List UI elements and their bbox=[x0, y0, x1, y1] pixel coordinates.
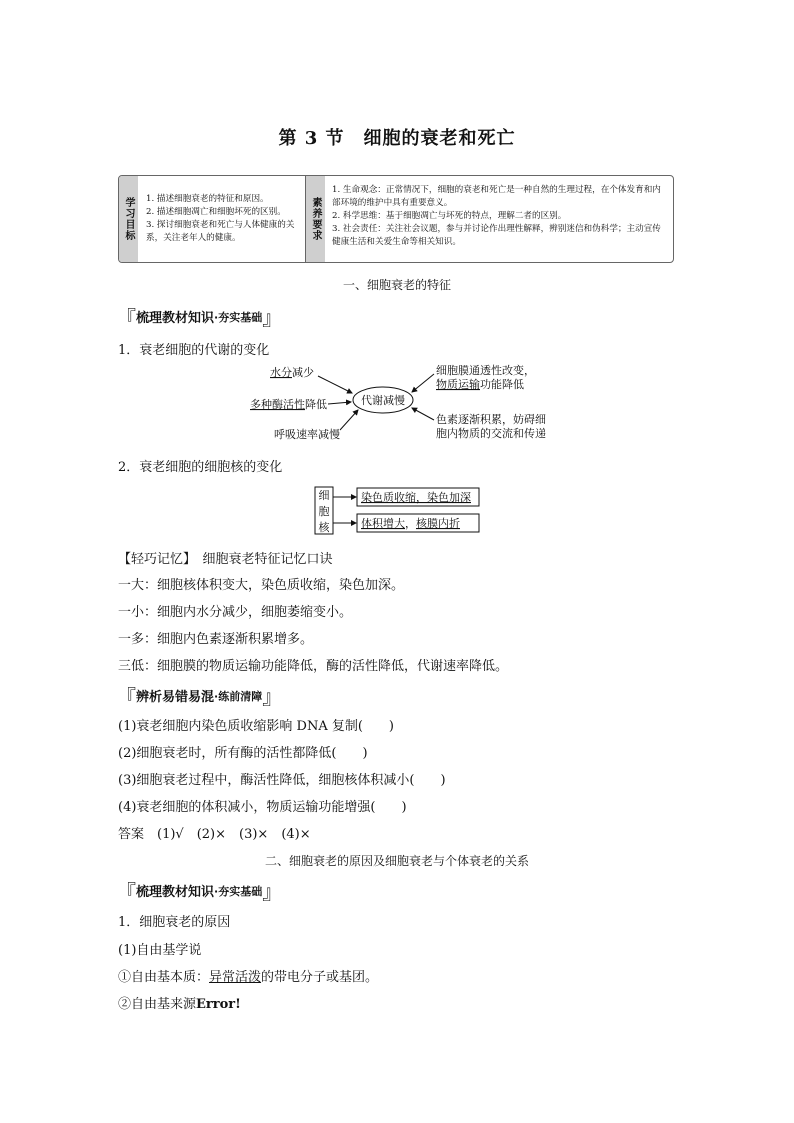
left-item-3: 呼吸速率减慢 bbox=[274, 428, 340, 441]
right-item-2-line2: 胞内物质的交流和传递 bbox=[436, 427, 546, 440]
nucleus-item-2: 体积增大，核膜内折 bbox=[361, 517, 460, 530]
left-item-2: 多种酶活性降低 bbox=[250, 398, 327, 411]
section-title-1: 一、细胞衰老的特征 bbox=[342, 278, 451, 292]
nucleus-item-1: 染色质收缩，染色加深 bbox=[361, 491, 471, 504]
free-radical-source: ②自由基来源Error! bbox=[118, 997, 241, 1012]
memory-title: 【轻巧记忆】 细胞衰老特征记忆口诀 bbox=[118, 552, 333, 567]
page-title: 第 3 节 细胞的衰老和死亡 bbox=[278, 128, 516, 149]
heading-nucleus: 2．衰老细胞的细胞核的变化 bbox=[118, 460, 283, 475]
literacy-requirements-list bbox=[332, 184, 668, 249]
arrow-left-3 bbox=[340, 410, 358, 430]
metabolism-diagram bbox=[240, 360, 560, 446]
literacy-requirements-label: 素养要求 bbox=[306, 176, 325, 262]
center-label: 代谢减慢 bbox=[361, 394, 405, 407]
memory-line: 一小：细胞内水分减少，细胞萎缩变小。 bbox=[118, 605, 353, 620]
free-radical-nature: ①自由基本质：异常活泼的带电分子或基团。 bbox=[118, 970, 379, 985]
memory-line: 一多：细胞内色素逐渐积累增多。 bbox=[118, 632, 314, 647]
learning-goals-label: 学习目标 bbox=[119, 176, 138, 262]
memory-line: 一大：细胞核体积变大，染色质收缩，染色加深。 bbox=[118, 578, 405, 593]
tag-textbook-knowledge-2: 『 梳理教材知识 ·夯实基础 』 bbox=[116, 880, 283, 904]
literacy-item: 3. 社会责任：关注社会议题，参与并讨论作出理性解释，辨别迷信和伪科学；主动宣传健康生活和关爱生命等相关知识。 bbox=[332, 224, 661, 247]
literacy-item: 2. 科学思维：基于细胞凋亡与坏死的特点，理解二者的区别。 bbox=[332, 211, 567, 221]
nucleus-diagram bbox=[314, 486, 484, 536]
free-radical-theory: (1)自由基学说 bbox=[118, 943, 202, 958]
learning-goal-item: 3. 探讨细胞衰老和死亡与人体健康的关系，关注老年人的健康。 bbox=[146, 220, 295, 243]
left-item-1: 水分减少 bbox=[270, 366, 314, 379]
arrow-right-1 bbox=[412, 374, 434, 392]
heading-aging-causes: 1．细胞衰老的原因 bbox=[118, 915, 231, 930]
quiz-answer: 答案 (1)√ (2)× (3)× (4)× bbox=[118, 827, 311, 842]
learning-goal-item: 1. 描述细胞衰老的特征和原因。 bbox=[146, 194, 269, 204]
objectives-box bbox=[118, 175, 674, 263]
section-title-2: 二、细胞衰老的原因及细胞衰老与个体衰老的关系 bbox=[264, 854, 529, 868]
right-item-2-line1: 色素逐渐积累，妨碍细 bbox=[436, 413, 546, 426]
quiz-item: (1)衰老细胞内染色质收缩影响 DNA 复制( ) bbox=[118, 719, 395, 734]
heading-metabolism: 1．衰老细胞的代谢的变化 bbox=[118, 343, 270, 358]
literacy-item: 1. 生命观念：正常情况下，细胞的衰老和死亡是一种自然的生理过程，在个体发育和内部环境的维护中具有重要意义。 bbox=[332, 185, 661, 208]
right-item-1-line1: 细胞膜通透性改变， bbox=[436, 364, 535, 377]
tag-textbook-knowledge: 『 梳理教材知识 ·夯实基础 』 bbox=[116, 306, 283, 330]
nucleus-label-char: 细 bbox=[318, 489, 330, 502]
quiz-item: (2)细胞衰老时，所有酶的活性都降低( ) bbox=[118, 746, 368, 761]
right-item-1-line2: 物质运输功能降低 bbox=[436, 378, 524, 391]
learning-goals-list bbox=[146, 193, 301, 245]
tag-common-mistakes: 『 辨析易错易混 ·练前清障 』 bbox=[116, 685, 283, 709]
arrow-right-2 bbox=[412, 408, 434, 420]
nucleus-label-char: 核 bbox=[318, 521, 330, 534]
memory-line: 三低：细胞膜的物质运输功能降低，酶的活性降低，代谢速率降低。 bbox=[118, 659, 509, 674]
nucleus-label-char: 胞 bbox=[318, 505, 330, 518]
arrow-left-2 bbox=[328, 402, 351, 404]
learning-goal-item: 2. 描述细胞凋亡和细胞坏死的区别。 bbox=[146, 207, 286, 217]
arrow-left-1 bbox=[318, 376, 352, 393]
quiz-item: (3)细胞衰老过程中，酶活性降低，细胞核体积减小( ) bbox=[118, 773, 446, 788]
quiz-item: (4)衰老细胞的体积减小，物质运输功能增强( ) bbox=[118, 800, 407, 815]
